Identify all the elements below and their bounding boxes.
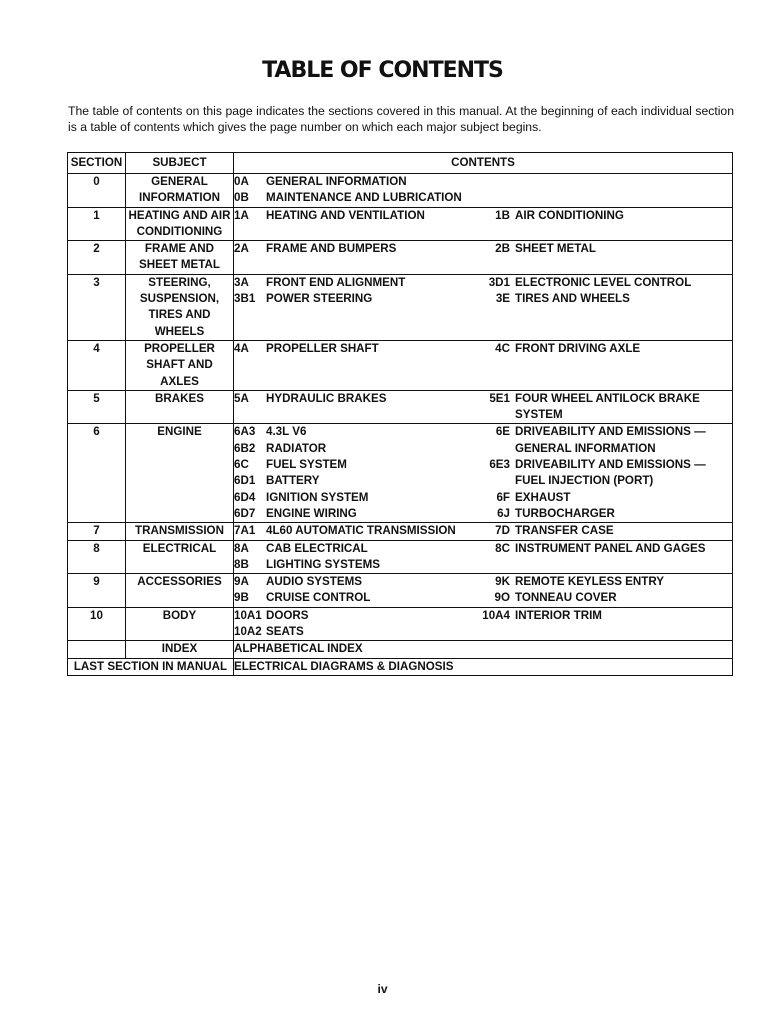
section-subject: BODY	[126, 607, 234, 641]
contents-entry	[476, 291, 732, 307]
page-number: iv	[377, 982, 388, 996]
entry-title: HYDRAULIC BRAKES	[266, 391, 387, 405]
contents-entry	[234, 275, 476, 291]
section-number: 3	[68, 274, 126, 340]
entry-title: FUEL SYSTEM	[266, 458, 347, 472]
section-row	[68, 207, 733, 241]
entry-title: 4L60 AUTOMATIC TRANSMISSION	[266, 524, 456, 538]
section-contents	[234, 540, 733, 574]
contents-entry	[234, 506, 476, 522]
section-subject: FRAME AND SHEET METAL	[126, 241, 234, 275]
entry-code: 6A3	[234, 425, 256, 439]
contents-entry	[234, 557, 476, 573]
section-number: 0	[68, 174, 126, 208]
contents-entry	[476, 490, 732, 506]
entry-code: 6F	[496, 490, 510, 504]
entry-title: TRANSFER CASE	[515, 524, 614, 538]
index-row	[68, 641, 733, 658]
entry-code: 2A	[234, 242, 249, 256]
entry-code: 4A	[234, 341, 249, 355]
contents-entry	[234, 424, 476, 440]
section-row	[68, 523, 733, 540]
left-entries	[234, 608, 476, 641]
contents-entry	[234, 624, 476, 640]
contents-entry	[234, 391, 476, 407]
entry-code: 7A1	[234, 524, 256, 538]
entry-title: HEATING AND VENTILATION	[266, 208, 425, 222]
contents-entry	[234, 590, 476, 606]
entry-title: IGNITION SYSTEM	[266, 490, 369, 504]
right-entries	[476, 541, 732, 574]
section-row	[68, 424, 733, 523]
right-entries	[476, 424, 732, 522]
section-row	[68, 390, 733, 424]
section-header: SECTION	[68, 153, 126, 174]
entry-title: GENERAL INFORMATION	[266, 175, 407, 188]
contents-entry	[234, 190, 476, 206]
entry-title: AIR CONDITIONING	[515, 208, 624, 222]
section-number: 1	[68, 207, 126, 241]
page-title: TABLE OF CONTENTS	[262, 58, 503, 83]
entry-title: POWER STEERING	[266, 292, 373, 306]
entry-title: CRUISE CONTROL	[266, 591, 371, 605]
index-subject: INDEX	[126, 641, 234, 658]
entry-title: ELECTRONIC LEVEL CONTROL	[515, 275, 692, 289]
entry-title: FRONT DRIVING AXLE	[515, 341, 641, 355]
entry-code: 5E1	[489, 391, 510, 405]
left-entries	[234, 341, 476, 357]
entry-code: 1A	[234, 208, 249, 222]
contents-entry	[234, 441, 476, 457]
section-contents	[234, 207, 733, 241]
entry-code: 9A	[234, 575, 249, 589]
section-subject: STEERING, SUSPENSION, TIRES AND WHEELS	[126, 274, 234, 340]
entry-title: INTERIOR TRIM	[515, 608, 602, 622]
entry-code: 8C	[495, 541, 510, 555]
contents-entry	[476, 574, 732, 590]
last-section-label: LAST SECTION IN MANUAL	[68, 658, 234, 675]
section-contents	[234, 523, 733, 540]
entry-title: EXHAUST	[515, 490, 571, 504]
entry-code: 0B	[234, 191, 249, 205]
left-entries	[234, 424, 476, 522]
entry-title: TONNEAU COVER	[515, 591, 617, 605]
section-contents	[234, 174, 733, 208]
section-row	[68, 174, 733, 208]
section-subject: TRANSMISSION	[126, 523, 234, 540]
left-entries	[234, 174, 476, 207]
entry-code: 6D7	[234, 506, 256, 520]
section-subject: GENERAL INFORMATION	[126, 174, 234, 208]
section-contents	[234, 390, 733, 424]
section-contents	[234, 340, 733, 390]
section-subject: PROPELLER SHAFT AND AXLES	[126, 340, 234, 390]
entry-code: 6D4	[234, 490, 256, 504]
section-subject: BRAKES	[126, 390, 234, 424]
entry-code: 3A	[234, 275, 249, 289]
intro-paragraph: The table of contents on this page indicates the sections covered in this manual. At the beginning of each individual section is a table of contents which gives the page number on which each major subject begins.	[68, 104, 734, 134]
contents-entry	[234, 473, 476, 489]
section-contents	[234, 274, 733, 340]
entry-code: 9O	[494, 591, 510, 605]
left-entries	[234, 208, 476, 224]
section-contents	[234, 424, 733, 523]
entry-code: 3B1	[234, 292, 256, 306]
entry-title: AUDIO SYSTEMS	[266, 575, 362, 589]
left-entries	[234, 541, 476, 574]
contents-entry	[476, 275, 732, 291]
header-row	[68, 153, 733, 174]
entry-title: CAB ELECTRICAL	[266, 541, 368, 555]
entry-code: 2B	[495, 242, 510, 256]
entry-title: DRIVEABILITY AND EMISSIONS — GENERAL INFORMATION	[515, 425, 706, 455]
entry-title: BATTERY	[266, 474, 320, 488]
contents-entry	[476, 341, 732, 357]
entry-title: INSTRUMENT PANEL AND GAGES	[515, 541, 706, 555]
entry-code: 6D1	[234, 474, 256, 488]
entry-title: FRONT END ALIGNMENT	[266, 275, 406, 289]
contents-entry	[476, 541, 732, 557]
entry-code: 3E	[495, 292, 510, 306]
right-entries	[476, 275, 732, 308]
contents-entry	[476, 241, 732, 257]
right-entries	[476, 391, 732, 424]
section-number: 7	[68, 523, 126, 540]
right-entries	[476, 608, 732, 641]
contents-entry	[476, 523, 732, 539]
contents-entry	[234, 523, 476, 539]
section-row	[68, 340, 733, 390]
section-subject: ENGINE	[126, 424, 234, 523]
section-contents	[234, 607, 733, 641]
contents-table	[67, 152, 733, 676]
entry-code: 5A	[234, 391, 249, 405]
section-subject: ELECTRICAL	[126, 540, 234, 574]
last-section-row	[68, 658, 733, 675]
entry-code: 6B2	[234, 441, 256, 455]
entry-title: TIRES AND WHEELS	[515, 292, 630, 306]
section-number: 6	[68, 424, 126, 523]
left-entries	[234, 275, 476, 308]
section-subject: ACCESSORIES	[126, 574, 234, 608]
right-entries	[476, 174, 732, 207]
contents-entry	[476, 506, 732, 522]
contents-entry	[476, 608, 732, 624]
entry-title: DRIVEABILITY AND EMISSIONS — FUEL INJECTION (PORT)	[515, 458, 706, 488]
contents-entry	[234, 341, 476, 357]
entry-code: 6E	[495, 425, 510, 439]
entry-code: 6E3	[489, 458, 510, 472]
contents-entry	[234, 457, 476, 473]
entry-title: ENGINE WIRING	[266, 506, 357, 520]
entry-title: LIGHTING SYSTEMS	[266, 557, 381, 571]
section-number: 4	[68, 340, 126, 390]
entry-title: PROPELLER SHAFT	[266, 341, 379, 355]
entry-title: TURBOCHARGER	[515, 506, 615, 520]
left-entries	[234, 574, 476, 607]
section-number: 8	[68, 540, 126, 574]
right-entries	[476, 208, 732, 224]
contents-entry	[476, 391, 732, 424]
entry-title: REMOTE KEYLESS ENTRY	[515, 575, 665, 589]
right-entries	[476, 341, 732, 357]
entry-title: DOORS	[266, 608, 309, 622]
entry-code: 8B	[234, 557, 249, 571]
contents-entry	[234, 490, 476, 506]
index-section-cell	[68, 641, 126, 658]
entry-code: 9B	[234, 591, 249, 605]
entry-title: MAINTENANCE AND LUBRICATION	[266, 191, 462, 205]
right-entries	[476, 574, 732, 607]
right-entries	[476, 241, 732, 257]
section-contents	[234, 241, 733, 275]
section-row	[68, 607, 733, 641]
entry-title: RADIATOR	[266, 441, 327, 455]
entry-code: 4C	[495, 341, 510, 355]
contents-entry	[234, 574, 476, 590]
entry-code: 7D	[495, 524, 510, 538]
subject-header: SUBJECT	[126, 153, 234, 174]
entry-title: SEATS	[266, 625, 304, 639]
section-number: 2	[68, 241, 126, 275]
section-contents	[234, 574, 733, 608]
contents-entry	[234, 541, 476, 557]
entry-code: 6J	[497, 506, 510, 520]
section-number: 5	[68, 390, 126, 424]
contents-entry	[234, 291, 476, 307]
entry-code: 10A1	[234, 608, 262, 622]
entry-title: FRAME AND BUMPERS	[266, 242, 397, 256]
entry-code: 3D1	[488, 275, 510, 289]
contents-entry	[234, 208, 476, 224]
index-contents: ALPHABETICAL INDEX	[234, 641, 733, 658]
contents-entry	[476, 590, 732, 606]
entry-code: 10A4	[482, 608, 510, 622]
entry-code: 0A	[234, 175, 249, 188]
contents-entry	[234, 241, 476, 257]
entry-title: FOUR WHEEL ANTILOCK BRAKE SYSTEM	[515, 391, 700, 422]
section-number: 9	[68, 574, 126, 608]
section-row	[68, 574, 733, 608]
right-entries	[476, 523, 732, 539]
section-row	[68, 274, 733, 340]
contents-entry	[476, 457, 732, 490]
section-row	[68, 241, 733, 275]
entry-code: 1B	[495, 208, 510, 222]
left-entries	[234, 523, 476, 539]
section-subject: HEATING AND AIR CONDITIONING	[126, 207, 234, 241]
entry-code: 10A2	[234, 625, 262, 639]
entry-title: SHEET METAL	[515, 242, 596, 256]
section-row	[68, 540, 733, 574]
last-section-contents: ELECTRICAL DIAGRAMS & DIAGNOSIS	[234, 658, 733, 675]
left-entries	[234, 391, 476, 424]
left-entries	[234, 241, 476, 257]
entry-code: 8A	[234, 541, 249, 555]
contents-entry	[476, 424, 732, 457]
section-number: 10	[68, 607, 126, 641]
entry-code: 9K	[495, 575, 510, 589]
contents-header: CONTENTS	[234, 153, 733, 174]
contents-entry	[476, 208, 732, 224]
entry-title: 4.3L V6	[266, 425, 307, 439]
contents-entry	[234, 174, 476, 190]
contents-entry	[234, 608, 476, 624]
entry-code: 6C	[234, 458, 249, 472]
